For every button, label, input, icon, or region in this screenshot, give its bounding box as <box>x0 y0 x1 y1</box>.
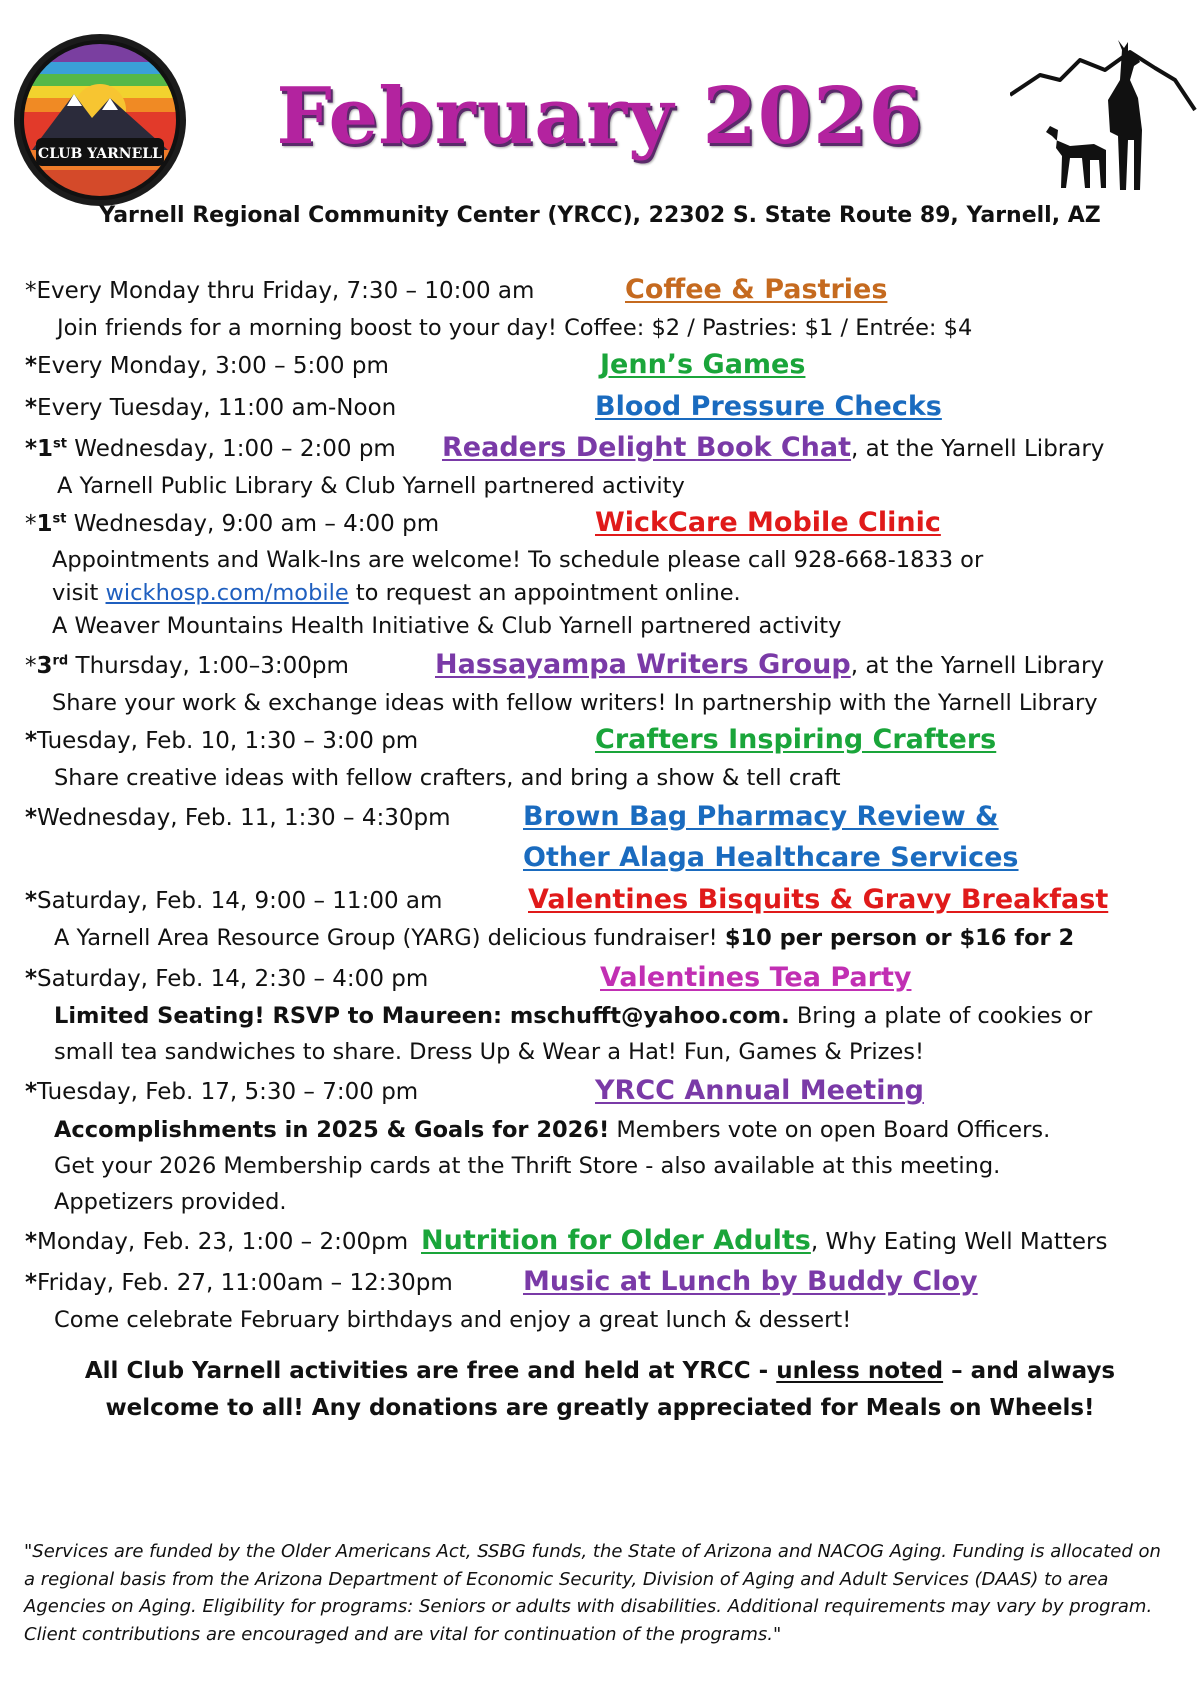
event-desc: A Yarnell Area Resource Group (YARG) delicious fundraiser! $10 per person or $16 for 2 <box>54 925 1075 951</box>
event-when: *Every Monday thru Friday, 7:30 – 10:00 am <box>25 278 535 304</box>
event-title-coffee: Coffee & Pastries <box>625 274 888 305</box>
event-when: *Every Monday, 3:00 – 5:00 pm <box>25 353 389 379</box>
event-title-wickcare: WickCare Mobile Clinic <box>595 507 941 538</box>
event-when: *Friday, Feb. 27, 11:00am – 12:30pm <box>25 1270 453 1296</box>
event-title-nutrition: Nutrition for Older Adults, Why Eating Well Matters <box>421 1225 1108 1256</box>
event-desc: A Weaver Mountains Health Initiative & Club Yarnell partnered activity <box>52 613 842 639</box>
event-when: *Wednesday, Feb. 11, 1:30 – 4:30pm <box>25 805 451 831</box>
event-when: *1st Wednesday, 9:00 am – 4:00 pm <box>25 511 440 537</box>
deer-silhouette-icon <box>1010 40 1200 192</box>
event-when: *Saturday, Feb. 14, 9:00 – 11:00 am <box>25 888 443 914</box>
event-when: *Tuesday, Feb. 10, 1:30 – 3:00 pm <box>25 728 419 754</box>
event-desc: visit wickhosp.com/mobile to request an appointment online. <box>52 580 741 606</box>
event-desc: Join friends for a morning boost to your day! Coffee: $2 / Pastries: $1 / Entrée: $4 <box>57 315 973 341</box>
event-title-tea-party: Valentines Tea Party <box>600 962 912 993</box>
event-title-jenns-games: Jenn’s Games <box>600 349 806 380</box>
event-title-music-lunch: Music at Lunch by Buddy Cloy <box>523 1266 978 1297</box>
event-desc: Appointments and Walk-Ins are welcome! To schedule please call 928-668-1833 or <box>52 547 984 573</box>
event-title-brown-bag-line2: Other Alaga Healthcare Services <box>523 842 1019 873</box>
venue-address: Yarnell Regional Community Center (YRCC), 22302 S. State Route 89, Yarnell, AZ <box>99 203 1101 228</box>
event-when: *1st Wednesday, 1:00 – 2:00 pm <box>25 436 396 462</box>
event-desc: Share creative ideas with fellow crafters, and bring a show & tell craft <box>54 765 841 791</box>
event-when: *Monday, Feb. 23, 1:00 – 2:00pm <box>25 1229 409 1255</box>
footer-note-line2: welcome to all! Any donations are greatly appreciated for Meals on Wheels! <box>105 1395 1095 1421</box>
event-when: *Saturday, Feb. 14, 2:30 – 4:00 pm <box>25 966 429 992</box>
event-title-hassayampa: Hassayampa Writers Group, at the Yarnell Library <box>435 649 1105 680</box>
event-desc: small tea sandwiches to share. Dress Up & Wear a Hat! Fun, Games & Prizes! <box>54 1039 925 1065</box>
funding-disclaimer: "Services are funded by the Older Americans Act, SSBG funds, the State of Arizona and NACOG Aging. Funding is allocated on a regional basis from the Arizona Department of Economic Security, Division of Aging and Adult Services (DAAS) to area Agencies on Aging. Eligibility for programs: Seniors or adults with disabilities. Additional requirements may vary by program. Client contributions are encouraged and are vital for continuation of the programs." <box>24 1541 1161 1645</box>
event-when: *Tuesday, Feb. 17, 5:30 – 7:00 pm <box>25 1079 419 1105</box>
event-desc: Accomplishments in 2025 & Goals for 2026! Members vote on open Board Officers. <box>54 1117 1051 1143</box>
event-desc: Appetizers provided. <box>54 1189 287 1215</box>
event-title-brown-bag: Brown Bag Pharmacy Review & <box>523 801 999 832</box>
event-desc: Get your 2026 Membership cards at the Thrift Store - also available at this meeting. <box>54 1153 1001 1179</box>
event-title-annual-meeting: YRCC Annual Meeting <box>595 1075 925 1106</box>
event-when: *3rd Thursday, 1:00–3:00pm <box>25 653 349 679</box>
event-title-readers-delight: Readers Delight Book Chat, at the Yarnell Library <box>442 432 1105 463</box>
event-desc: A Yarnell Public Library & Club Yarnell partnered activity <box>57 473 685 499</box>
event-title-crafters: Crafters Inspiring Crafters <box>595 724 997 755</box>
wickhosp-link[interactable]: wickhosp.com/mobile <box>105 580 349 606</box>
event-title-blood-pressure: Blood Pressure Checks <box>595 391 942 422</box>
footer-note: All Club Yarnell activities are free and held at YRCC - unless noted – and always <box>84 1358 1116 1384</box>
event-desc: Come celebrate February birthdays and enjoy a great lunch & dessert! <box>54 1307 852 1333</box>
event-title-bisquits: Valentines Bisquits & Gravy Breakfast <box>528 884 1109 915</box>
page-title: February 2026 <box>276 71 924 162</box>
event-when: *Every Tuesday, 11:00 am-Noon <box>25 395 397 421</box>
event-desc: Share your work & exchange ideas with fellow writers! In partnership with the Yarnell Library <box>52 690 1098 716</box>
logo-text: CLUB YARNELL <box>38 146 162 162</box>
event-desc: Limited Seating! RSVP to Maureen: mschufft@yahoo.com. Bring a plate of cookies or <box>54 1003 1093 1029</box>
